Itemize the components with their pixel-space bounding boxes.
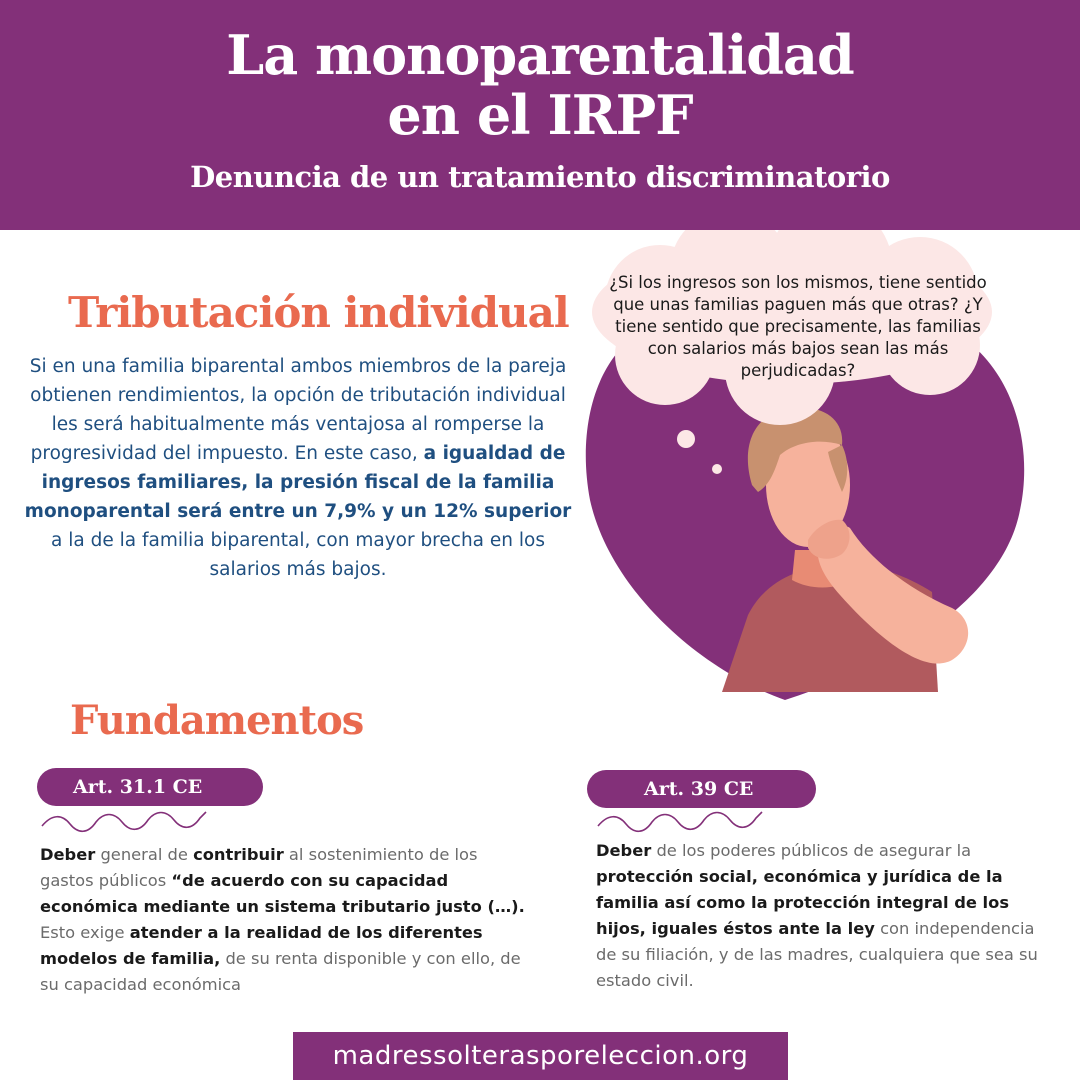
art-31-t2: general de [95,845,194,864]
art-39-t2: de los poderes públicos de asegurar la [651,841,972,860]
tributacion-body [18,352,578,584]
art-31-t5: “de acuerdo con su capacidad económica mediante un sistema tributario justo (…). [40,871,525,916]
art-39-tag [587,770,816,808]
art-39-text [596,838,1056,994]
art-31-t6: Esto exige [40,923,130,942]
art-31-t7: atender a la realidad de los diferentes modelos de familia, [40,923,483,968]
tributacion-body-highlight: a igualdad de ingresos familiares, la presión fiscal de la familia monoparental será entre un 7,9% y un 12% superior [24,443,572,522]
art-31-t4: al sostenimiento de los gastos públicos [40,845,478,890]
tributacion-title: Tributación individual [68,288,569,337]
subtitle: Denuncia de un tratamiento discriminatorio [190,160,890,194]
art-31-t1: Deber [40,845,96,864]
art-39-t4: con independencia de su filiación, y de las madres, cualquiera que sea su estado civil. [596,919,1038,990]
squiggle-decoration-icon [596,806,766,834]
art-31-t3: contribuir [193,845,284,864]
art-31-tag-label: Art. 31.1 CE [73,776,203,798]
art-39-t1: Deber [596,841,652,860]
art-31-tag [37,768,263,806]
tributacion-body-text-b: a la de la familia biparental, con mayor brecha en los salarios más bajos. [51,530,545,580]
thought-cloud-text: ¿Si los ingresos son los mismos, tiene sentido que unas familias paguen más que otras? ¿Y tiene sentido que precisamente, las familias con salarios más bajos sean las más perjudicadas? [609,273,987,380]
header-banner [0,0,1080,230]
fundamentos-title: Fundamentos [70,697,364,744]
title-line-2: en el IRPF [387,83,693,147]
art-39-t3: protección social, económica y jurídica de la familia así como la protección integral de los hijos, iguales éstos ante la ley [596,867,1010,938]
squiggle-decoration-icon [40,806,210,834]
art-31-t8: de su renta disponible y con ello, de su capacidad económica [40,949,521,994]
tributacion-body-text-a: Si en una familia biparental ambos miembros de la pareja obtienen rendimientos, la opción de tributación individual les será habitualmente más ventajosa al romperse la progresividad del impuesto. En este caso, [29,356,567,464]
website-link[interactable]: madressolterasporeleccion.org [293,1032,788,1080]
art-31-text [40,842,530,998]
title-line-1: La monoparentalidad [226,23,854,87]
art-39-tag-label: Art. 39 CE [644,778,754,800]
